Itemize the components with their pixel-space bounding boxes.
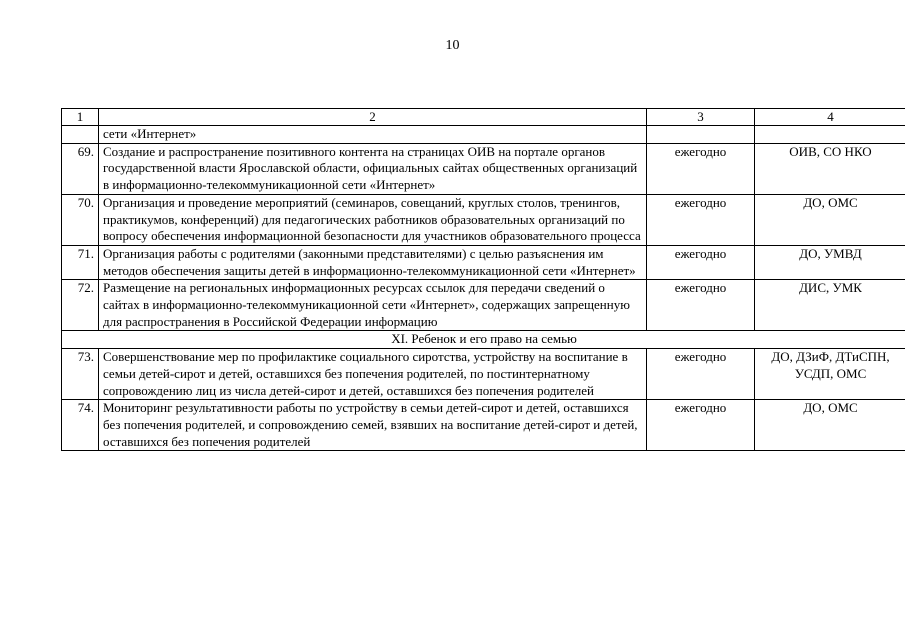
table-row bbox=[62, 280, 905, 331]
row-period: ежегодно bbox=[647, 400, 755, 451]
section-title: XI. Ребенок и его право на семью bbox=[62, 331, 905, 349]
section-heading-row bbox=[62, 331, 905, 349]
table-row bbox=[62, 349, 905, 400]
row-activity-text: Совершенствование мер по профилактике социального сиротства, устройству на воспитание в семьи детей-сирот и детей, оставшихся без попечения родителей, по постинтернатному сопровождению лиц из числа детей-сирот и детей, оставшихся без попечения родителей bbox=[99, 349, 647, 400]
row-responsible: ОИВ, СО НКО bbox=[755, 143, 905, 194]
column-header-1: 1 bbox=[62, 109, 99, 126]
table-cell-empty bbox=[755, 126, 905, 144]
row-responsible: ДО, ОМС bbox=[755, 194, 905, 245]
row-number: 71. bbox=[62, 245, 99, 279]
row-responsible: ДО, ДЗиФ, ДТиСПН, УСДП, ОМС bbox=[755, 349, 905, 400]
column-header-3: 3 bbox=[647, 109, 755, 126]
row-period: ежегодно bbox=[647, 280, 755, 331]
column-header-2: 2 bbox=[99, 109, 647, 126]
table-cell-empty bbox=[647, 126, 755, 144]
continuation-text: сети «Интернет» bbox=[99, 126, 647, 144]
row-activity-text: Организация работы с родителями (законными представителями) с целью разъяснения им методов обеспечения защиты детей в информационно-телекоммуникационной сети «Интернет» bbox=[99, 245, 647, 279]
table-row bbox=[62, 400, 905, 451]
row-number: 72. bbox=[62, 280, 99, 331]
row-activity-text: Размещение на региональных информационных ресурсах ссылок для передачи сведений о сайтах в информационно-телекоммуникационной сети «Интернет», содержащих запрещенную для распространения в Российской Федерации информацию bbox=[99, 280, 647, 331]
row-number: 73. bbox=[62, 349, 99, 400]
table-cell-empty bbox=[62, 126, 99, 144]
row-activity-text: Создание и распространение позитивного контента на страницах ОИВ на портале органов государственной власти Ярославской области, официальных сайтах общественных организаций в информационно-телекоммуникационной сети «Интернет» bbox=[99, 143, 647, 194]
row-period: ежегодно bbox=[647, 194, 755, 245]
row-responsible: ДО, ОМС bbox=[755, 400, 905, 451]
table-row bbox=[62, 245, 905, 279]
row-period: ежегодно bbox=[647, 349, 755, 400]
continuation-row bbox=[62, 126, 905, 144]
row-activity-text: Мониторинг результативности работы по устройству в семьи детей-сирот и детей, оставшихся без попечения родителей, и сопровождению семей, взявших на воспитание детей-сирот и детей, оставшихся без попечения родителей bbox=[99, 400, 647, 451]
activities-table bbox=[61, 108, 905, 451]
row-responsible: ДО, УМВД bbox=[755, 245, 905, 279]
column-number-header-row bbox=[62, 109, 905, 126]
page-number: 10 bbox=[445, 38, 460, 53]
row-activity-text: Организация и проведение мероприятий (семинаров, совещаний, круглых столов, тренингов, практикумов, конференций) для педагогических работников образовательных организаций по вопросу обеспечения информационной безопасности для участников образовательного процесса bbox=[99, 194, 647, 245]
row-period: ежегодно bbox=[647, 143, 755, 194]
row-period: ежегодно bbox=[647, 245, 755, 279]
table-row bbox=[62, 194, 905, 245]
table-row bbox=[62, 143, 905, 194]
row-number: 74. bbox=[62, 400, 99, 451]
column-header-4: 4 bbox=[755, 109, 905, 126]
row-responsible: ДИС, УМК bbox=[755, 280, 905, 331]
row-number: 70. bbox=[62, 194, 99, 245]
row-number: 69. bbox=[62, 143, 99, 194]
